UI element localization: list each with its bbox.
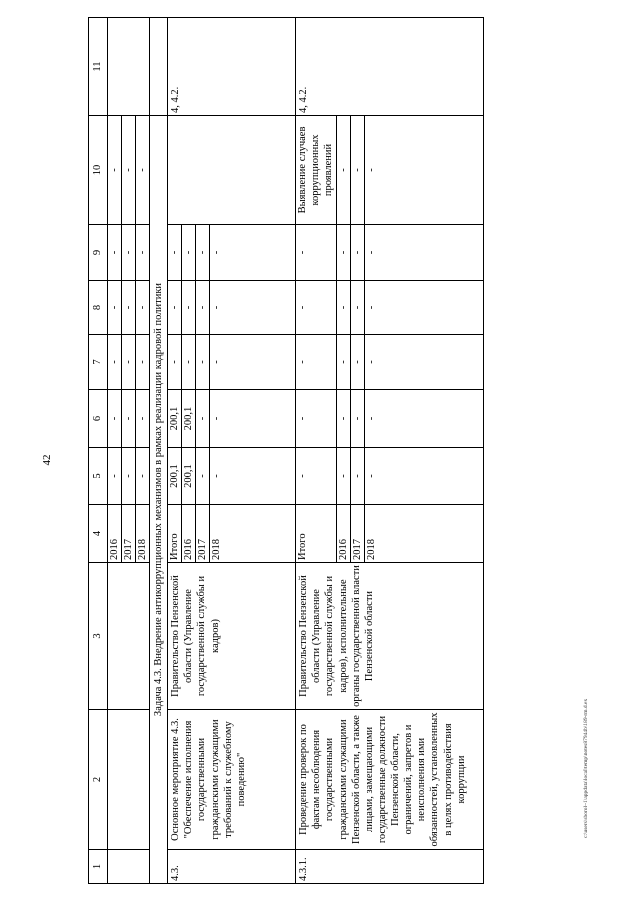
program-table bbox=[88, 17, 484, 884]
measure-name: Проведение проверок по фактам несоблюдения государственными гражданскими служащими Пензенской области, а также лицами, замещающими государственные должности Пензенской области, ограничений, запретов и неисполнения ими обязанностей, установленных в целях противодействия коррупции bbox=[296, 710, 484, 850]
years-cell: Итого 2016 2017 2018 bbox=[296, 505, 484, 563]
header-row bbox=[89, 18, 108, 884]
table-cell: - - - bbox=[108, 281, 150, 335]
header-cell: 1 bbox=[89, 850, 108, 884]
table-row bbox=[168, 18, 296, 884]
header-cell: 4 bbox=[89, 505, 108, 563]
header-cell: 2 bbox=[89, 710, 108, 850]
continuation-row bbox=[108, 18, 150, 884]
table-cell bbox=[108, 18, 150, 116]
years-cell: Итого 2016 2017 2018 bbox=[168, 505, 296, 563]
header-cell: 5 bbox=[89, 448, 108, 505]
value-cell: - - - - bbox=[168, 335, 296, 390]
page-number: 42 bbox=[41, 454, 53, 466]
table-cell: - - - bbox=[108, 335, 150, 390]
header-cell: 8 bbox=[89, 281, 108, 335]
table-cell bbox=[168, 116, 296, 225]
indicator-ref: 4, 4.2. bbox=[168, 18, 296, 116]
year-label: 2018 bbox=[137, 539, 148, 560]
table-cell bbox=[108, 710, 150, 850]
table-cell bbox=[108, 850, 150, 884]
year-label: 2017 bbox=[122, 505, 136, 562]
value-cell: 200,1 200,1 - - bbox=[168, 448, 296, 505]
header-cell: 10 bbox=[89, 116, 108, 225]
executor: Правительство Пензенской области (Управление государственной службы и кадров), исполнительные органы государственной власти Пензенской области bbox=[296, 563, 484, 710]
table-row bbox=[296, 18, 484, 884]
value-cell: - - - - bbox=[168, 281, 296, 335]
footer-path: c:\users\sborol~1\appdata\local\temp\notes87944b\189-rm.d.ex bbox=[583, 698, 589, 838]
header-cell: 6 bbox=[89, 390, 108, 448]
rotated-table-container bbox=[88, 18, 621, 884]
measure-name: Основное мероприятие 4.3. "Обеспечение исполнения государственными гражданскими служащими требований к служебному поведению" bbox=[168, 710, 296, 850]
value-cell: - - - - bbox=[296, 335, 484, 390]
header-cell: 9 bbox=[89, 225, 108, 281]
table-cell: - - - bbox=[108, 225, 150, 281]
header-cell: 7 bbox=[89, 335, 108, 390]
result-cell: Выявление случаев коррупционных проявлений - - - bbox=[296, 116, 484, 225]
value-cell: - - - - bbox=[296, 390, 484, 448]
table-cell: - - - bbox=[108, 390, 150, 448]
table-cell: - - - bbox=[108, 116, 150, 225]
value-cell: - - - - bbox=[296, 225, 484, 281]
table-cell: - - - bbox=[108, 448, 150, 505]
table-cell bbox=[108, 505, 150, 563]
value-cell: - - - - bbox=[296, 448, 484, 505]
indicator-ref: 4, 4.2. bbox=[296, 18, 484, 116]
value-cell: 200,1 200,1 - - bbox=[168, 390, 296, 448]
year-label: 2016 bbox=[108, 505, 122, 562]
header-cell: 11 bbox=[89, 18, 108, 116]
executor: Правительство Пензенской области (Управление государственной службы и кадров) bbox=[168, 563, 296, 710]
row-number: 4.3. bbox=[168, 850, 296, 884]
value-cell: - - - - bbox=[296, 281, 484, 335]
task-title: Задача 4.3. Внедрение антикоррупционных механизмов в рамках реализации кадровой политики bbox=[150, 116, 168, 884]
row-number: 4.3.1. bbox=[296, 850, 484, 884]
table-cell bbox=[150, 18, 168, 116]
value-cell: - - - - bbox=[168, 225, 296, 281]
header-cell: 3 bbox=[89, 563, 108, 710]
table-cell bbox=[108, 563, 150, 710]
task-row bbox=[150, 18, 168, 884]
